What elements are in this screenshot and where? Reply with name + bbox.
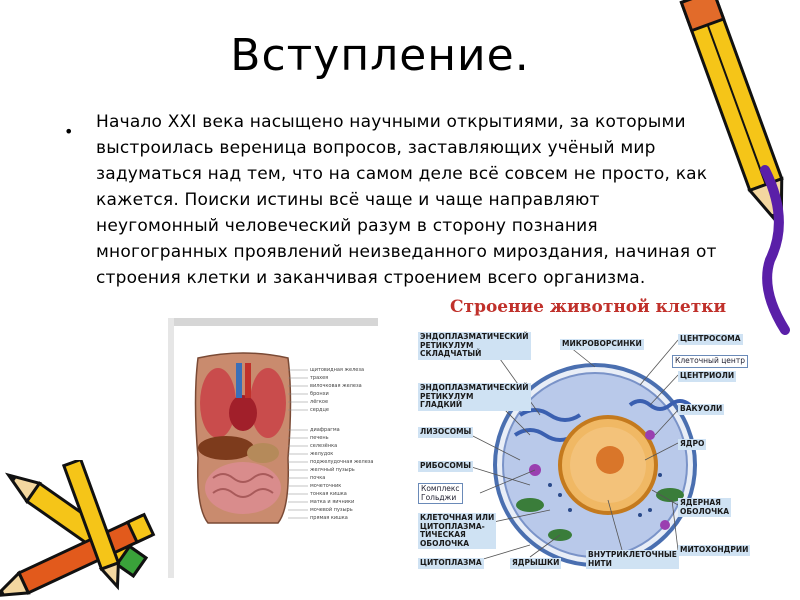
bullet-icon: • [64,122,74,141]
organ-label: селезёнка [310,443,338,449]
label-cell-center: Клеточный центр [672,355,748,368]
label-golgi: Комплекс Гольджи [418,483,463,504]
anatomy-figure [168,318,378,578]
label-ribosomes: РИБОСОМЫ [420,461,471,470]
label-mitochondria: МИТОХОНДРИИ [680,545,749,554]
organ-label: матка и яичники [310,499,355,505]
organ-label: поджелудочная железа [310,459,374,465]
label-er-rough: ЭНДОПЛАЗМАТИЧЕСКИЙ РЕТИКУЛУМ СКЛАДЧАТЫЙ [420,332,529,358]
organ-label: лёгкое [310,399,329,405]
label-cytoplasm: ЦИТОПЛАЗМА [420,558,482,567]
label-nuclear-envelope: ЯДЕРНАЯ ОБОЛОЧКА [680,498,730,516]
organ-label: мочеточник [310,483,342,489]
label-vacuoles: ВАКУОЛИ [680,404,723,413]
intro-paragraph: Начало XXI века насыщено научными открытиями, за которыми выстроилась вереница вопросов, заставляющих учёный мир задуматься над тем, что на самом деле всё совсем не просто, как кажется. Поиски истины всё чаще и чаще направляют неугомонный человеческий разум в сторону познания многогранных проявлений неизведанного мироздания, начиная от строения клетки и заканчивая строением всего организма. [96,112,717,288]
organ-label: трахея [310,375,329,381]
label-cell-membrane: КЛЕТОЧНАЯ ИЛИ ЦИТОПЛАЗМА- ТИЧЕСКАЯ ОБОЛОЧКА [420,513,495,548]
organ-label: щитовидная железа [310,367,365,373]
cell-diagram [410,295,780,575]
organ-label: мочевой пузырь [310,507,353,513]
organ-label: желчный пузырь [310,467,355,473]
organ-label: прямая кишка [310,515,348,521]
organ-label: диафрагма [310,427,340,433]
label-er-smooth: ЭНДОПЛАЗМАТИЧЕСКИЙ РЕТИКУЛУМ ГЛАДКИЙ [420,383,529,409]
slide-title: Вступление. [230,30,530,81]
organ-label: тонкая кишка [310,491,347,497]
organ-label: печень [310,435,329,441]
label-nucleoli: ЯДРЫШКИ [512,558,560,567]
label-centrosome: ЦЕНТРОСОМА [680,334,741,343]
label-intracellular-threads: ВНУТРИКЛЕТОЧНЫЕ НИТИ [588,550,677,568]
organ-label: бронхи [310,391,329,397]
organ-label: сердце [310,407,329,413]
organ-label: почка [310,475,326,481]
label-microvilli: МИКРОВОРСИНКИ [562,339,642,348]
organ-label: желудок [310,451,334,457]
cell-diagram-title: Строение животной клетки [450,297,727,317]
organ-label: вилочковая железа [310,383,362,389]
label-lysosomes: ЛИЗОСОМЫ [420,427,472,436]
label-centrioles: ЦЕНТРИОЛИ [680,371,735,380]
label-nucleus: ЯДРО [680,439,705,448]
